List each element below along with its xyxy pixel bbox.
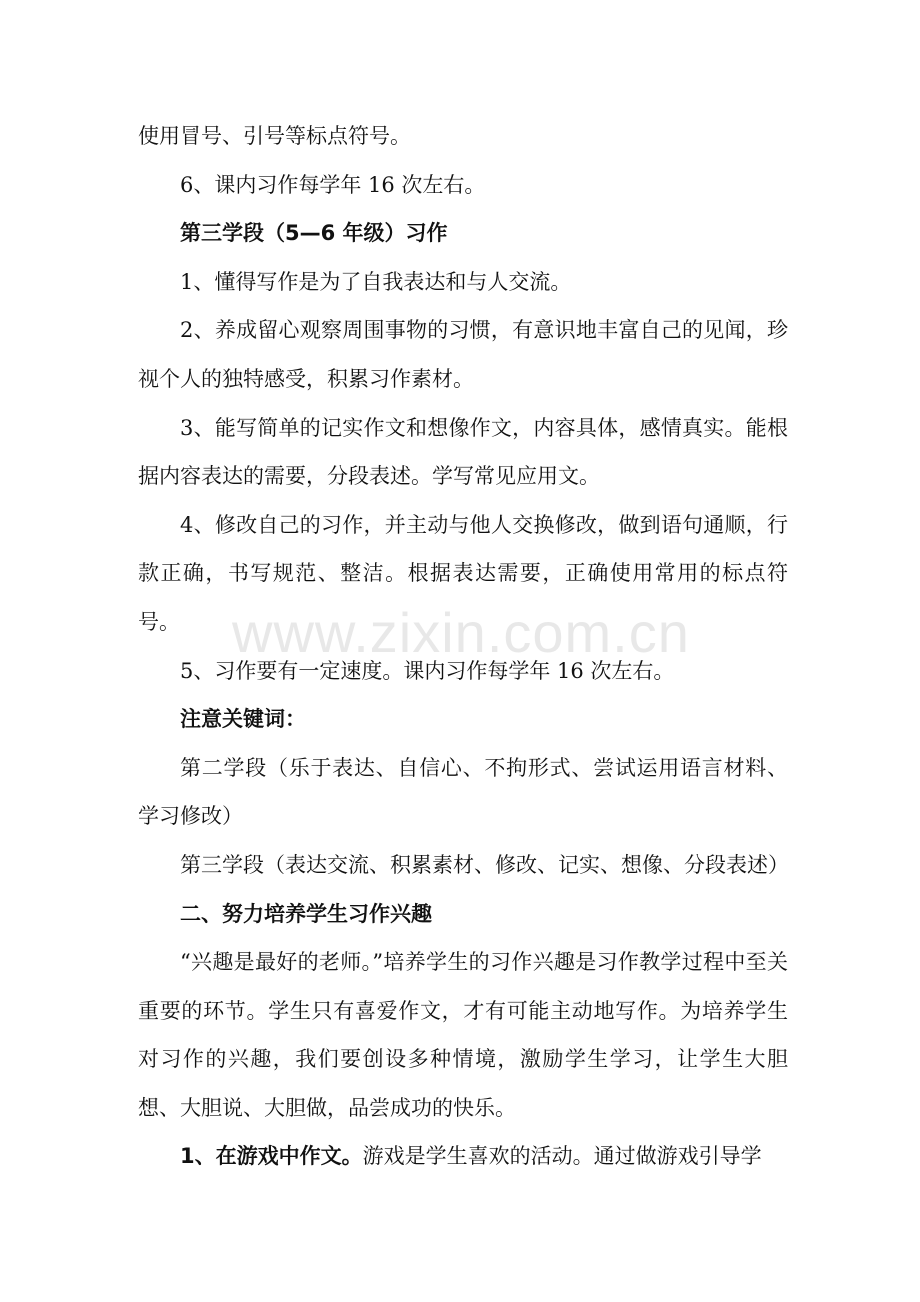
- keywords-heading: 注意关键词：: [180, 707, 306, 732]
- paragraph-12: “兴趣是最好的老师。”培养学生的习作兴趣是习作教学过程中至关重要的环节。学生只有喜爱作文，才有可能主动地写作。为培养学生对习作的兴趣，我们要创设多种情境，激励学生学习，让学生大胆想、大胆说、大胆做，品尝成功的快乐。: [138, 950, 788, 1120]
- paragraph-10: 第三学段（表达交流、积累素材、修改、记实、想像、分段表述）: [180, 852, 789, 877]
- paragraph-0: 使用冒号、引号等标点符号。: [138, 124, 411, 148]
- paragraph-13-rest: 游戏是学生喜欢的活动。通过做游戏引导学: [362, 1144, 762, 1169]
- paragraph-1: 6、课内习作每学年 16 次左右。: [180, 172, 486, 197]
- paragraph-5: 3、能写简单的记实作文和想像作文，内容具体，感情真实。能根据内容表达的需要，分段表述。学写常见应用文。: [138, 415, 788, 489]
- paragraph-13: [138, 1132, 788, 1181]
- paragraph-4: 2、养成留心观察周围事物的习惯，有意识地丰富自己的见闻，珍视个人的独特感受，积累习作素材。: [138, 318, 788, 391]
- section-heading-stage3: 第三学段（5—6 年级）习作: [180, 221, 448, 246]
- paragraph-9: 第二学段（乐于表达、自信心、不拘形式、尝试运用语言材料、学习修改）: [138, 755, 788, 829]
- paragraph-13-lead: 1、在游戏中作文。: [180, 1144, 363, 1169]
- document-page: [138, 112, 788, 1181]
- paragraph-7: 5、习作要有一定速度。课内习作每学年 16 次左右。: [180, 658, 675, 683]
- watermark: www.zixin.com.cn: [232, 601, 690, 664]
- paragraph-6: 4、修改自己的习作，并主动与他人交换修改，做到语句通顺，行款正确，书写规范、整洁。根据表达需要，正确使用常用的标点符号。: [138, 512, 788, 634]
- section-heading-interest: 二、努力培养学生习作兴趣: [180, 901, 432, 926]
- paragraph-3: 1、懂得写作是为了自我表达和与人交流。: [180, 269, 572, 294]
